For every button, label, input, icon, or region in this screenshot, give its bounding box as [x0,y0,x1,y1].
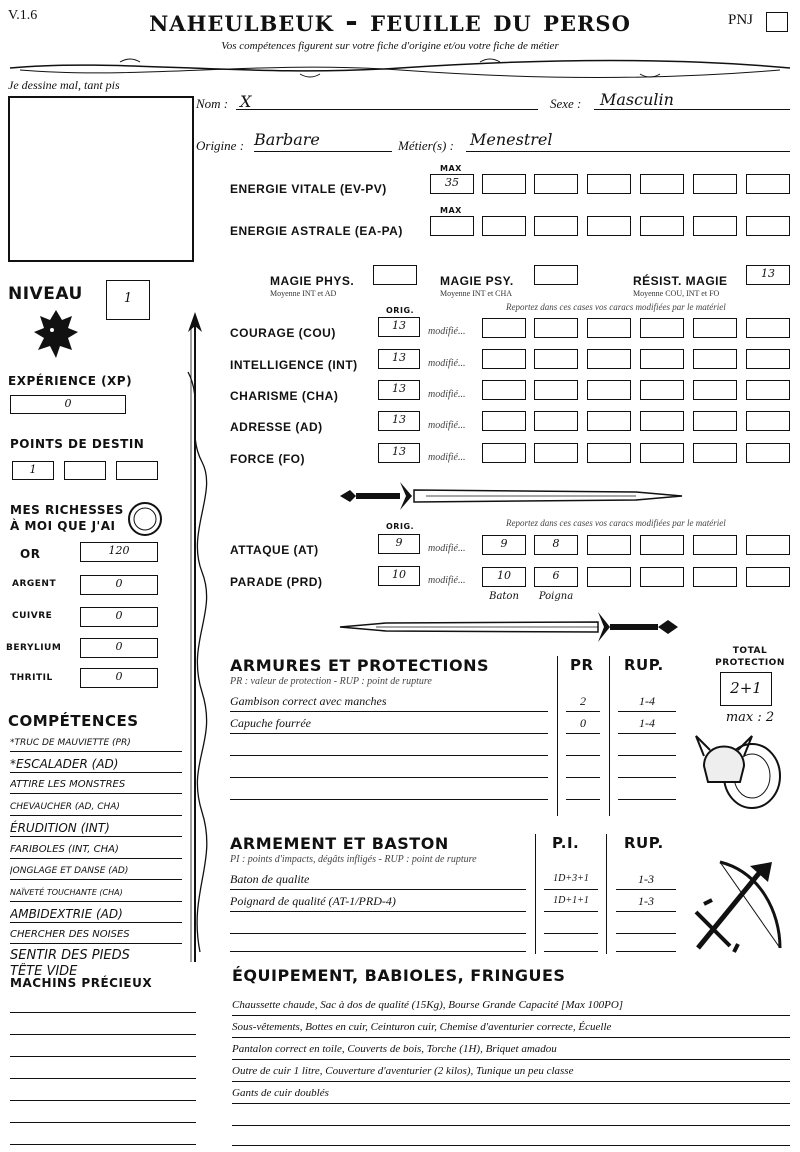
richesses-label-2: À MOI QUE J'AI [10,519,116,533]
ev-box-1[interactable] [482,174,526,194]
portrait-frame[interactable] [8,96,194,262]
competence-item-9[interactable]: AMBIDEXTRIE (AD) [10,905,182,923]
attaque-mod-2-value: 8 [552,537,560,550]
ev-box-2[interactable] [534,174,578,194]
attaque-orig-value: 9 [395,536,403,549]
armure-row-1-pr[interactable] [566,690,600,712]
metier-value: Menestrel [470,130,553,149]
resist-magie-box[interactable] [746,265,790,285]
sword-icon [336,478,686,514]
competence-item-11[interactable]: SENTIR DES PIEDS [10,948,130,963]
sexe-field[interactable] [594,90,790,110]
ev-max-value: 35 [445,176,459,189]
competence-item-4[interactable]: CHEVAUCHER (AD, CHA) [10,798,182,816]
pnj-label: PNJ [728,12,754,28]
magie-psy-note: Moyenne INT et CHA [440,289,513,298]
or-box[interactable] [80,542,158,562]
machins-line-4[interactable] [10,1078,196,1079]
parade-label: PARADE (PRD) [230,575,323,589]
metier-label: Métier(s) : [398,138,454,153]
force-modifie-label: modifié... [428,452,466,463]
magie-psy-box[interactable] [534,265,578,285]
ea-box-3[interactable] [587,216,631,236]
ea-box-4[interactable] [640,216,684,236]
arme-row-2-rup[interactable] [616,890,676,912]
ea-max-label: MAX [440,206,462,215]
header-vine-ornament [0,54,800,82]
or-value: 120 [108,544,130,557]
ev-box-3[interactable] [587,174,631,194]
coin-icon [126,500,164,538]
force-mod-3[interactable] [587,443,631,463]
destin-box-2[interactable] [64,461,106,480]
armures-title: ARMURES ET PROTECTIONS [230,656,489,675]
machins-line-7[interactable] [10,1144,196,1145]
competence-item-7[interactable]: JONGLAGE ET DANSE (AD) [10,862,182,880]
charisme-value: 13 [392,382,406,395]
parade-mod-1[interactable] [482,567,526,587]
charisme-mod-5[interactable] [693,380,737,400]
resist-magie-value: 13 [761,267,775,280]
armure-row-4-pr[interactable] [566,756,600,778]
total-protection-label-1: TOTAL [732,646,768,656]
xp-value: 0 [64,397,72,410]
intelligence-value: 13 [392,351,406,364]
ev-max-label: MAX [440,164,462,173]
equipement-line-4[interactable]: Outre de cuir 1 litre, Couverture d'aventurier (2 kilos), Tunique un peu classe [232,1060,790,1082]
armure-row-2-name[interactable] [230,712,548,734]
attaque-mod-5[interactable] [693,535,737,555]
attaque-modifie-label: modifié... [428,543,466,554]
courage-mod-1[interactable] [482,318,526,338]
pnj-checkbox[interactable] [766,12,788,32]
armure-row-2-rup[interactable] [618,712,676,734]
arme-1-pi: 1D+3+1 [553,873,589,884]
arme-row-2-name[interactable] [230,890,526,912]
ea-box-5[interactable] [693,216,737,236]
competence-item-2[interactable]: *ESCALADER (AD) [10,755,182,773]
thritil-value: 0 [115,670,123,683]
niveau-label: NIVEAU [8,284,83,304]
cuivre-box[interactable] [80,607,158,627]
charisme-mod-2[interactable] [534,380,578,400]
attaque-mod-1-value: 9 [500,537,508,550]
ea-box-1[interactable] [482,216,526,236]
arme-row-1-name[interactable] [230,868,526,890]
combat-orig-label: ORIG. [386,522,415,531]
armures-rup-header: RUP. [624,656,664,674]
armement-pi-header: P.I. [552,834,580,852]
courage-mod-3[interactable] [587,318,631,338]
adresse-mod-5[interactable] [693,411,737,431]
parade-orig-box[interactable] [378,566,420,586]
attaque-mod-4[interactable] [640,535,684,555]
armure-row-4-name[interactable] [230,756,548,778]
parade-mod-1-value: 10 [497,569,511,582]
caracs-note: Reportez dans ces cases vos caracs modifiées par le matériel [506,302,726,312]
machins-line-5[interactable] [10,1100,196,1101]
arme-2-rup: 1-3 [638,894,654,908]
arme-2-name: Poignard de qualité (AT-1/PRD-4) [230,894,396,908]
resist-magie-label: RÉSIST. MAGIE [633,274,728,288]
total-protection-box[interactable] [720,672,772,706]
armure-2-rup: 1-4 [639,716,655,730]
courage-orig-box[interactable] [378,317,420,337]
intelligence-mod-2[interactable] [534,349,578,369]
charisme-mod-4[interactable] [640,380,684,400]
arme-row-4-pi[interactable] [544,930,598,952]
armure-1-pr: 2 [580,694,586,708]
page-title: naheulbeuk - feuille du perso [149,4,631,39]
origine-value: Barbare [254,130,320,149]
machins-line-1[interactable] [10,1012,196,1013]
armure-1-rup: 1-4 [639,694,655,708]
armures-pr-header: PR [570,656,594,674]
intelligence-mod-3[interactable] [587,349,631,369]
attaque-mod-1[interactable] [482,535,526,555]
armement-legend: PI : points d'impacts, dégâts infligés - RUP : point de rupture [230,854,477,865]
thritil-label: THRITIL [10,673,53,683]
courage-mod-2[interactable] [534,318,578,338]
equipement-line-7[interactable] [232,1124,790,1146]
intelligence-mod-4[interactable] [640,349,684,369]
ea-box-2[interactable] [534,216,578,236]
argent-label: ARGENT [12,579,57,589]
armure-row-3-rup[interactable] [618,734,676,756]
force-mod-6[interactable] [746,443,790,463]
arme-row-4-name[interactable] [230,930,526,952]
ea-box-6[interactable] [746,216,790,236]
armure-2-name: Capuche fourrée [230,716,311,730]
armure-row-5-name[interactable] [230,778,548,800]
nom-field[interactable] [236,92,538,110]
helmet-shield-icon [694,726,784,812]
charisme-orig-box[interactable] [378,380,420,400]
arme-1-rup: 1-3 [638,872,654,886]
metier-field[interactable] [466,130,790,152]
armement-divider-1 [535,834,536,954]
armure-2-pr: 0 [580,716,586,730]
total-protection-value: 2+1 [730,679,762,697]
ea-max-box[interactable] [430,216,474,236]
adresse-mod-2[interactable] [534,411,578,431]
parade-mod-3[interactable] [587,567,631,587]
armures-divider-2 [609,656,610,816]
parade-modifie-label: modifié... [428,575,466,586]
origine-label: Origine : [196,138,245,153]
force-orig-box[interactable] [378,443,420,463]
competence-item-10[interactable]: CHERCHER DES NOISES [10,926,182,944]
resist-magie-note: Moyenne COU, INT et FO [633,289,720,298]
parade-mod-6[interactable] [746,567,790,587]
sexe-value: Masculin [600,90,674,109]
equipement-line-5[interactable]: Gants de cuir doublés [232,1082,790,1104]
protection-max: max : 2 [725,710,775,725]
parade-mod-2-value: 6 [552,569,560,582]
armement-rup-header: RUP. [624,834,664,852]
ev-label: ENERGIE VITALE (EV-PV) [230,182,387,196]
armures-divider-1 [557,656,558,816]
armure-row-4-rup[interactable] [618,756,676,778]
competence-item-12[interactable]: TÊTE VIDE [10,964,78,979]
combat-note: Reportez dans ces cases vos caracs modifiées par le matériel [506,518,726,528]
adresse-mod-4[interactable] [640,411,684,431]
portrait-caption: Je dessine mal, tant pis [8,78,120,92]
charisme-mod-3[interactable] [587,380,631,400]
magie-phys-note: Moyenne INT et AD [270,289,337,298]
machins-line-3[interactable] [10,1056,196,1057]
dragon-icon [32,306,80,362]
nom-label: Nom : [196,96,229,111]
berylium-label: BERYLIUM [6,643,62,653]
nom-value: X [240,92,252,111]
niveau-box[interactable] [106,280,150,320]
armure-1-name: Gambison correct avec manches [230,694,387,708]
magie-phys-box[interactable] [373,265,417,285]
charisme-label: CHARISME (CHA) [230,389,339,403]
charisme-modifie-label: modifié... [428,389,466,400]
adresse-mod-1[interactable] [482,411,526,431]
xp-label: EXPÉRIENCE (XP) [8,374,133,388]
equipement-line-6[interactable] [232,1104,790,1126]
force-label: FORCE (FO) [230,452,305,466]
arme-row-1-rup[interactable] [616,868,676,890]
armure-row-3-name[interactable] [230,734,548,756]
destin-box-1[interactable] [12,461,54,480]
destin-value: 1 [29,463,37,476]
ea-label: ENERGIE ASTRALE (EA-PA) [230,224,403,238]
ev-box-5[interactable] [693,174,737,194]
destin-label: POINTS DE DESTIN [10,437,145,451]
equipement-line-1[interactable]: Chaussette chaude, Sac à dos de qualité (15Kg), Bourse Grande Capacité [Max 100PO] [232,994,790,1016]
courage-mod-6[interactable] [746,318,790,338]
parade-orig-value: 10 [392,568,406,581]
charisme-mod-6[interactable] [746,380,790,400]
intelligence-mod-5[interactable] [693,349,737,369]
page-subtitle: Vos compétences figurent sur votre fiche d'origine et/ou votre fiche de métier [221,40,559,52]
armure-row-1-rup[interactable] [618,690,676,712]
intelligence-modifie-label: modifié... [428,358,466,369]
weapon-col-2-label: Poigna [538,591,574,602]
armures-legend: PR : valeur de protection - RUP : point de rupture [230,676,432,687]
intelligence-mod-6[interactable] [746,349,790,369]
machins-line-6[interactable] [10,1122,196,1123]
total-protection-label-2: PROTECTION [715,658,785,668]
courage-modifie-label: modifié... [428,326,466,337]
magie-psy-label: MAGIE PSY. [440,274,514,288]
intelligence-label: INTELLIGENCE (INT) [230,358,358,372]
competence-item-1[interactable]: *TRUC DE MAUVIETTE (PR) [10,734,182,752]
arme-row-4-rup[interactable] [616,930,676,952]
thritil-box[interactable] [80,668,158,688]
berylium-value: 0 [115,640,123,653]
armure-row-1-name[interactable] [230,690,548,712]
destin-box-3[interactable] [116,461,158,480]
or-label: OR [20,547,41,561]
origine-field[interactable] [254,130,392,152]
staff-ornament [180,312,210,972]
adresse-mod-6[interactable] [746,411,790,431]
adresse-orig-box[interactable] [378,411,420,431]
attaque-orig-box[interactable] [378,534,420,554]
arme-1-name: Baton de qualite [230,872,310,886]
sword-icon-2 [336,610,682,644]
weapon-col-1-label: Baton [489,591,519,602]
ev-max-box[interactable] [430,174,474,194]
force-mod-4[interactable] [640,443,684,463]
courage-mod-5[interactable] [693,318,737,338]
force-mod-5[interactable] [693,443,737,463]
attaque-label: ATTAQUE (AT) [230,543,319,557]
armement-title: ARMEMENT ET BASTON [230,834,449,853]
courage-value: 13 [392,319,406,332]
adresse-mod-3[interactable] [587,411,631,431]
force-mod-1[interactable] [482,443,526,463]
charisme-mod-1[interactable] [482,380,526,400]
adresse-label: ADRESSE (AD) [230,420,323,434]
force-value: 13 [392,445,406,458]
machins-line-2[interactable] [10,1034,196,1035]
argent-value: 0 [115,577,123,590]
magie-phys-label: MAGIE PHYS. [270,274,355,288]
weapons-icon [690,852,794,956]
ev-box-4[interactable] [640,174,684,194]
ev-box-6[interactable] [746,174,790,194]
attaque-mod-2[interactable] [534,535,578,555]
arme-2-pi: 1D+1+1 [553,895,589,906]
equipement-line-3[interactable]: Pantalon correct en toile, Couverts de bois, Torche (1H), Briquet amadou [232,1038,790,1060]
intelligence-orig-box[interactable] [378,349,420,369]
adresse-modifie-label: modifié... [428,420,466,431]
armure-row-5-rup[interactable] [618,778,676,800]
machins-title: MACHINS PRÉCIEUX [10,976,153,990]
armure-row-3-pr[interactable] [566,734,600,756]
armure-row-2-pr[interactable] [566,712,600,734]
competences-title: COMPÉTENCES [8,712,139,730]
version-label: V.1.6 [8,8,38,23]
adresse-value: 13 [392,413,406,426]
competence-item-5[interactable]: ÉRUDITION (INT) [10,819,182,837]
cuivre-value: 0 [115,609,123,622]
cuivre-label: CUIVRE [12,611,53,621]
niveau-value: 1 [123,291,133,306]
competence-item-3[interactable]: ATTIRE LES MONSTRES [10,776,182,794]
parade-mod-5[interactable] [693,567,737,587]
arme-row-1-pi[interactable] [544,868,598,890]
argent-box[interactable] [80,575,158,595]
armure-row-5-pr[interactable] [566,778,600,800]
intelligence-mod-1[interactable] [482,349,526,369]
parade-mod-2[interactable] [534,567,578,587]
competence-item-8[interactable]: NAÏVETÉ TOUCHANTE (CHA) [10,884,182,902]
competence-item-6[interactable]: FARIBOLES (INT, CHA) [10,841,182,859]
force-mod-2[interactable] [534,443,578,463]
arme-row-2-pi[interactable] [544,890,598,912]
equipement-line-2[interactable]: Sous-vêtements, Bottes en cuir, Ceinturon cuir, Chemise d'aventurier correcte, Écuelle [232,1016,790,1038]
courage-mod-4[interactable] [640,318,684,338]
armement-divider-2 [606,834,607,954]
parade-mod-4[interactable] [640,567,684,587]
equipement-title: ÉQUIPEMENT, BABIOLES, FRINGUES [232,966,566,985]
xp-box[interactable] [10,395,126,414]
sexe-label: Sexe : [550,96,582,111]
attaque-mod-6[interactable] [746,535,790,555]
berylium-box[interactable] [80,638,158,658]
attaque-mod-3[interactable] [587,535,631,555]
caracs-orig-label: ORIG. [386,306,415,315]
richesses-label-1: MES RICHESSES [10,503,124,517]
courage-label: COURAGE (COU) [230,326,336,340]
